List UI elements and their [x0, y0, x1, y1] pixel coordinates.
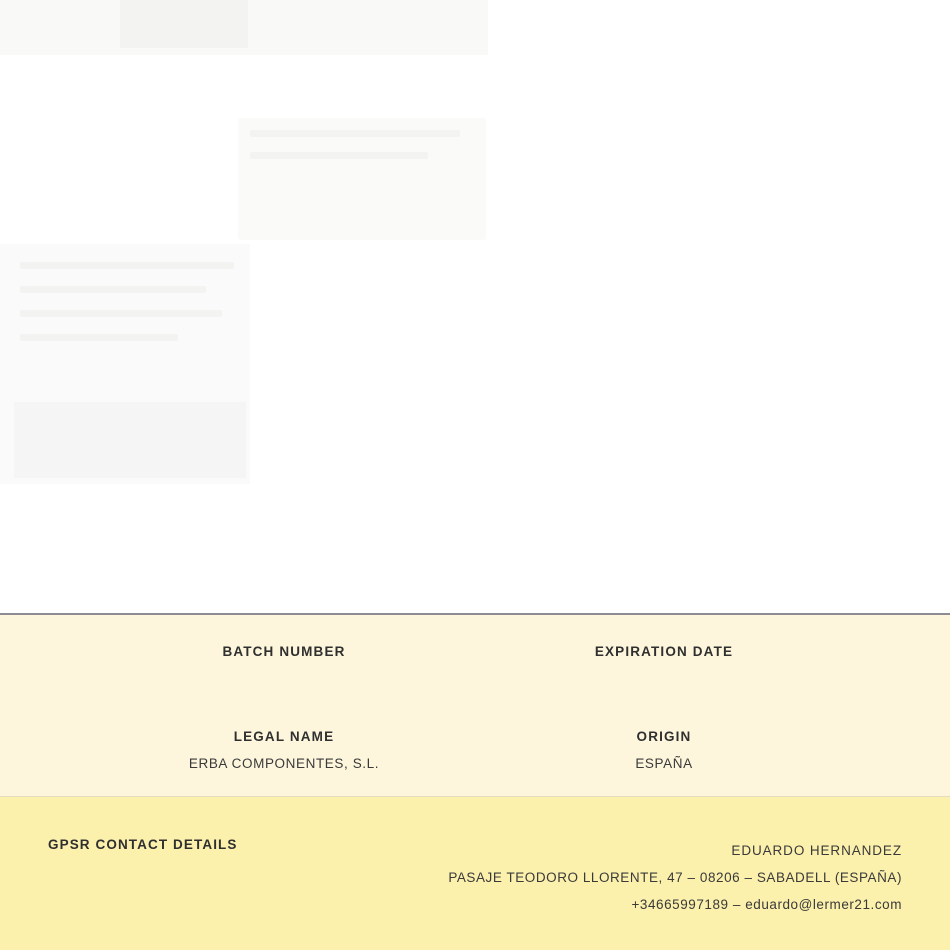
product-data-panel — [0, 615, 950, 796]
faded-text-line — [20, 310, 222, 317]
faded-text-line — [250, 152, 428, 159]
field-legal-name-label: LEGAL NAME — [233, 729, 335, 744]
faded-text-line — [250, 130, 460, 137]
faded-artwork-block — [14, 402, 246, 478]
gpsr-title: GPSR CONTACT DETAILS — [48, 837, 238, 852]
field-origin-value: ESPAÑA — [635, 756, 693, 771]
faded-text-line — [20, 262, 234, 269]
field-expiration-date-label: EXPIRATION DATE — [594, 644, 734, 659]
field-batch-number-label: BATCH NUMBER — [222, 644, 346, 659]
gpsr-address: PASAJE TEODORO LLORENTE, 47 – 08206 – SABADELL (ESPAÑA) — [448, 870, 902, 885]
gpsr-contact-name: EDUARDO HERNANDEZ — [731, 843, 902, 858]
field-expiration-date — [520, 643, 808, 670]
field-origin — [520, 728, 808, 773]
faded-text-line — [20, 286, 206, 293]
faded-artwork-block — [120, 0, 248, 48]
field-legal-name-value: ERBA COMPONENTES, S.L. — [188, 756, 380, 771]
gpsr-contact-panel — [0, 797, 950, 950]
faded-text-line — [20, 334, 178, 341]
gpsr-phone-email: +34665997189 – eduardo@lermer21.com — [631, 897, 902, 912]
field-origin-label: ORIGIN — [636, 729, 692, 744]
field-batch-number — [140, 643, 428, 670]
field-legal-name — [140, 728, 428, 773]
gpsr-contact-block — [448, 837, 902, 918]
